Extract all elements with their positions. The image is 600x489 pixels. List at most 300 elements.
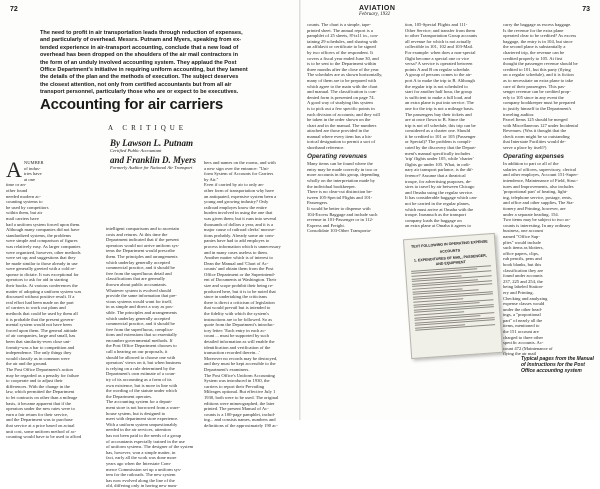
right-column-3 bbox=[503, 22, 595, 357]
left-col-1-line: time or an- bbox=[6, 182, 27, 188]
left-col-1-line: NUMBER bbox=[23, 160, 44, 165]
right-col-2-line: collectible in 101, 102 and 103-Mail. bbox=[405, 44, 474, 50]
right-col-2-line: trip is not off schedule, this trip can be bbox=[405, 122, 476, 128]
right-column-2-text bbox=[405, 22, 499, 229]
left-col-3-line: and in many cases useless to them. bbox=[204, 249, 268, 255]
right-col-1-line: attached are those provided in the bbox=[307, 128, 369, 134]
left-col-1-line: operators to ask for aid in starting bbox=[6, 277, 68, 283]
right-col-1-line: A good way of studying this system bbox=[307, 100, 373, 106]
right-col-2-line: nary air transport parlance, is the dif- bbox=[405, 167, 474, 173]
right-col-3-line: that Interstate Facilities would de- bbox=[503, 139, 566, 145]
left-col-1-line: had a uniform system forced upon them. bbox=[6, 221, 81, 227]
left-col-1-line: sponse to dictate. It was exceptional for bbox=[6, 271, 79, 277]
left-col-2-line: meet with department store experience. bbox=[106, 416, 179, 422]
left-col-2-line: has now evolved along the line of the bbox=[106, 477, 175, 483]
right-col-3-line: thought the passenger revenue should be bbox=[503, 61, 578, 67]
right-col-2-line: ference? Assume that a theatrical bbox=[405, 173, 466, 179]
right-col-1-line: be taken in the order shown on the bbox=[307, 117, 371, 123]
figure-title-2: ACCOUNTS bbox=[439, 248, 461, 255]
left-col-1-line: were generally greeted with a cold re- bbox=[6, 266, 76, 272]
left-col-2-line: provide the same information that pre- bbox=[106, 293, 177, 299]
right-col-2-line: 'trip' flights under 105, while 'charter' bbox=[405, 156, 474, 162]
article-headline: Accounting for air carriers bbox=[40, 96, 223, 113]
left-col-1-line: formity-was a bar to competition and bbox=[6, 344, 75, 350]
left-col-2-line: needed in the air services, attention bbox=[106, 427, 171, 433]
right-col-3b-line: flying the air mail bbox=[503, 351, 537, 357]
right-col-1-line: chart and in the manual. The numbers bbox=[307, 122, 377, 128]
right-col-2-line: port A to make the trip to B. Although bbox=[405, 77, 475, 83]
left-column-1-text bbox=[6, 157, 102, 440]
right-col-2-line: an extra plane at Omaha it agrees to bbox=[405, 223, 471, 229]
left-col-1-line: Although many companies did not have bbox=[6, 227, 80, 233]
left-col-3-line: a new sign over the entrance: "Uni- bbox=[204, 165, 270, 171]
left-col-1-line: their books. At various conferences the bbox=[6, 283, 78, 289]
left-col-2-line: has not been paid to the needs of a group bbox=[106, 432, 182, 438]
right-col-3b-line: rub pencils, pens and bbox=[503, 256, 542, 262]
right-col-3b-line: intendence, Maintenance of Field, Struc- bbox=[503, 178, 579, 184]
right-col-3-line: senger revenue can be credited prop- bbox=[503, 89, 571, 95]
left-col-2-line: classifications that are generally bbox=[106, 276, 166, 282]
left-col-3-line: tory letter: 'Each entry in each ac- bbox=[204, 327, 267, 333]
left-col-1-line: to let contracts on other than a mileage bbox=[6, 394, 78, 400]
right-col-3b-line: office papers, clips, bbox=[503, 250, 539, 256]
left-col-2-line: merce Commission set up a uniform sys- bbox=[106, 466, 182, 472]
right-col-3b-line: tionery and Printing, however, are bbox=[503, 206, 566, 211]
left-col-1-line: be used by competitors bbox=[6, 204, 49, 210]
left-col-2-line: old, differing only in having new num- bbox=[106, 483, 178, 489]
right-col-2-line: points A and B on regular schedule. bbox=[405, 66, 471, 72]
right-col-1-line: denied form is presented on page 74. bbox=[307, 94, 375, 100]
figure-text-lines bbox=[411, 265, 495, 331]
left-col-2-line: of uniform systems. The designer of the system bbox=[106, 444, 194, 450]
left-col-1-line: been that similarity-even close uni- bbox=[6, 339, 71, 344]
left-col-2-line: commercial practice, and it should be bbox=[106, 265, 175, 271]
right-col-3b-line: In addition to part or all of the bbox=[503, 161, 559, 167]
right-col-2-line: flights go under 105. What, in ordi- bbox=[405, 161, 471, 167]
right-col-3-line: serve a place by itself?) bbox=[503, 145, 547, 151]
left-col-2-line: try of its accounting as a form of its bbox=[106, 377, 172, 383]
left-col-3-line: ing... and consists names, numbers and bbox=[204, 417, 276, 423]
right-col-3b-line: 237, 225 and 254, the bbox=[503, 278, 543, 284]
right-col-1b-line: revenue in 101-Passenger or in 112- bbox=[307, 217, 374, 223]
figure-caption: Typical pages from the Manual of Instructions for the Post Office accounting system bbox=[521, 356, 594, 375]
right-col-2-line: A group of persons comes to the air- bbox=[405, 72, 472, 78]
left-col-2-line: intelligent comparisons and to ascertain bbox=[106, 226, 179, 231]
left-col-2-line: Department indicated that if the present bbox=[106, 237, 179, 243]
right-col-3b-line: classification they are bbox=[503, 267, 544, 273]
left-column-2-text bbox=[106, 226, 200, 489]
right-col-3b-line: the 151 account are bbox=[503, 329, 539, 335]
right-col-3b-line: ings, a "proportional bbox=[503, 312, 541, 318]
left-col-1-line: real effort had been made on the part bbox=[6, 299, 74, 305]
article-subhead: A CRITIQUE bbox=[108, 124, 188, 132]
intro-line: Office Department's initiative in requiring uniform accounting, but they lament bbox=[40, 67, 248, 74]
right-col-3b-line: count 472 (Maintenance of bbox=[503, 345, 553, 351]
right-col-3-line: Parcel Items 125 should be merged bbox=[503, 117, 568, 123]
left-col-2-line: which underlay generally accepted bbox=[106, 259, 170, 265]
left-col-3-line: The Post Office's Uniform Accounting bbox=[204, 372, 275, 378]
left-col-1-line: it is probable that the present govern- bbox=[6, 316, 75, 322]
right-col-3-line: chartered trip, the revenue can be bbox=[503, 49, 565, 55]
right-col-1-line: covers a fiscal year ended June 30, and bbox=[307, 55, 379, 61]
right-column-1 bbox=[307, 22, 401, 234]
author-2: and Franklin D. Myers bbox=[110, 155, 197, 165]
left-col-2-line: the Post Office Department chooses to bbox=[106, 343, 177, 349]
right-col-1-line: each division of accounts; and they will bbox=[307, 111, 380, 117]
left-col-2-line: fact, early all the work was done more bbox=[106, 455, 177, 461]
intro-line: The need to profit in air transportation leads through reduction of expenses, bbox=[40, 30, 243, 36]
right-page-number: 73 bbox=[582, 6, 590, 13]
right-col-3b-line: business, one account bbox=[503, 228, 543, 234]
left-col-2-line: free from the superfluous, complica- bbox=[106, 326, 174, 332]
left-col-3-line: quote from the Department's introduc- bbox=[204, 322, 275, 328]
left-column-2 bbox=[106, 226, 200, 489]
right-col-1-line: which agree to the main with the chart bbox=[307, 83, 378, 89]
author-2-credential: Formerly Auditor for National Air Transport bbox=[110, 165, 193, 170]
left-col-2-line: vious systems would want for itself, bbox=[106, 298, 173, 304]
right-col-1-line: pamphlet of 25 sheets, 8½x11 in., con- bbox=[307, 33, 379, 39]
right-col-2-line: considered as a charter one. Should bbox=[405, 128, 471, 134]
right-col-2-line: an extra plane is put into service. The bbox=[405, 100, 474, 106]
right-col-1-line: counts. The chart is a simple, tape- bbox=[307, 22, 371, 27]
right-col-3b-line: under a separate heading. 154. bbox=[503, 211, 559, 217]
left-col-1-line: counting systems to bbox=[6, 199, 43, 205]
left-col-1-line: counting would have to be used to afford bbox=[6, 434, 82, 440]
section-head-operating-revenues: Operating revenues bbox=[307, 152, 368, 160]
intro-line: the form of an unduly involved accounting system. They applaud the Post bbox=[40, 59, 237, 66]
left-col-1-line: needed modern ac- bbox=[6, 193, 41, 199]
right-col-1b-line: 104-Excess Baggage and include such bbox=[307, 211, 378, 217]
left-col-1-line: be made similar to those already in use bbox=[6, 260, 78, 266]
right-col-3-line: operated clear to be credited? As excess bbox=[503, 33, 577, 39]
left-col-3-line: Dean the Manual and 'Chart of Ac- bbox=[204, 260, 269, 266]
left-col-1-line: matter of adopting a uniform system was bbox=[6, 288, 82, 294]
right-col-1b-line: Many items can be found where the bbox=[307, 161, 373, 167]
left-col-1-line: were organized, however, other methods bbox=[6, 249, 81, 255]
right-col-1b-line: There is no clear-cut distinction be- bbox=[307, 189, 373, 195]
right-col-2-line: cated by the discovery that the Depart- bbox=[405, 145, 477, 151]
right-column-1-text bbox=[307, 22, 401, 151]
right-col-1b-line: Passengers. bbox=[307, 200, 329, 206]
left-col-2-line: tem for the railroads. The new system bbox=[106, 472, 176, 478]
left-col-2-line: has, however, won a simple matter, in bbox=[106, 449, 176, 455]
right-col-3b-line: under the other head- bbox=[503, 306, 543, 312]
right-col-3-line: credited properly to 105. At first bbox=[503, 55, 563, 61]
left-col-3-line: Another matter which is of interest to bbox=[204, 255, 273, 261]
right-col-3-line: erly to 105 since in any event the bbox=[503, 94, 564, 100]
left-col-3-line: process information which is unnecessary bbox=[204, 243, 281, 249]
left-col-3-line: railroad employes know the entire bbox=[204, 204, 267, 210]
right-col-2-line: tion, 105-Special Flights and 111- bbox=[405, 22, 468, 27]
left-col-1-line: was relatively easy. As larger companies bbox=[6, 243, 81, 249]
left-col-3-line: Even if carried by air to only an- bbox=[204, 182, 265, 188]
right-col-1-line: an affidavit or certificate to be signed bbox=[307, 44, 376, 50]
left-col-1-line: independence. The only things they bbox=[6, 350, 72, 356]
left-col-1-line: differences. With the change in the bbox=[6, 383, 70, 389]
right-col-1-line: and manual. The classification is con- bbox=[307, 89, 377, 95]
right-col-1b-line: tween 105-Special Flights and 101- bbox=[307, 194, 373, 200]
left-col-3-line: ent of Documents at Washington. Their bbox=[204, 277, 277, 283]
left-col-2-line: call a hearing on our proposals, it bbox=[106, 349, 168, 355]
left-col-2-line: house system, but is designed to bbox=[106, 410, 166, 416]
left-col-1-line: within them, but air bbox=[6, 210, 43, 216]
left-col-3-line: there is direct a criticism of legislation bbox=[204, 299, 275, 305]
right-col-1-line: shorthand reference. bbox=[307, 145, 345, 151]
right-col-2-line: Other Service; and transfer from them bbox=[405, 27, 476, 33]
right-col-1-line: is to pick out a few specific points in bbox=[307, 105, 375, 111]
left-col-2-line: which underlay generally accepted bbox=[106, 315, 170, 321]
right-col-3-line: the second plane is substantially a bbox=[503, 44, 566, 50]
left-col-3-line: by Air." bbox=[204, 176, 219, 182]
left-col-3-line: produced here, but it is to be noted that bbox=[204, 288, 276, 294]
left-col-2-line: in as simple and direct a way as pos- bbox=[106, 304, 174, 310]
running-head bbox=[359, 5, 489, 17]
left-col-3-line: size and scope prohibit their being re- bbox=[204, 283, 274, 289]
right-col-3-line: traveling auditor. bbox=[503, 111, 535, 117]
left-col-2-line: the Department operates. bbox=[106, 393, 153, 399]
right-col-1b-line: the individual bookkeeper. bbox=[307, 183, 356, 189]
left-col-3-line: carriers to report their Prevailing bbox=[204, 383, 265, 389]
right-col-2-line: versa? A service is operated between bbox=[405, 61, 473, 67]
left-col-3-line: young and growing industry? Only bbox=[204, 199, 269, 205]
left-col-2-line: With a uniform system unquestionably bbox=[106, 421, 178, 427]
right-column-3b-text bbox=[503, 161, 595, 357]
left-col-2-line: tions and extensions that so essentially bbox=[106, 332, 178, 338]
right-col-2-line: is sufficient to make a full load, and bbox=[405, 94, 471, 100]
left-col-3-line: editions were mimeographed, the later bbox=[204, 400, 275, 406]
left-col-2-line: free from the superfluous detail and bbox=[106, 270, 172, 276]
intro-line: tended experience in air-transport accounting, conclude that a new load of bbox=[40, 44, 239, 51]
right-col-2-line: it be credited to 101 or 105 (Passenger bbox=[405, 133, 476, 139]
left-col-3-line: since in undertaking the criticisms bbox=[204, 294, 268, 300]
manual-page-figure bbox=[403, 233, 503, 359]
right-col-2-line: which must arrive at Omaha with the bbox=[405, 206, 474, 212]
right-col-3b-line: ing, telephone service, postage, rents, bbox=[503, 194, 572, 200]
right-col-3-line: check room might be so outstanding bbox=[503, 133, 570, 139]
left-column-3 bbox=[204, 160, 296, 429]
left-col-3-line: form System of Accounts for Carriers bbox=[204, 171, 274, 177]
right-col-2-line: troupe, for advertising purposes, de- bbox=[405, 178, 472, 184]
left-col-3-line: printed. The present Manual of Ac- bbox=[204, 406, 269, 412]
right-col-2-line: For example: when does a non-special bbox=[405, 49, 476, 55]
left-col-3-line: 1930, both were to be used. The original bbox=[204, 394, 279, 400]
right-col-1-line: torical designation to permit a sort of bbox=[307, 139, 376, 145]
right-col-2-line: all revenue for which is not actually bbox=[405, 38, 472, 44]
right-col-1b-line: Express and Freight. bbox=[307, 222, 345, 228]
right-col-1b-line: more accounts in this group, depending bbox=[307, 172, 380, 178]
right-page bbox=[301, 0, 600, 420]
right-col-3-line: carry the baggage as excess baggage. bbox=[503, 22, 572, 27]
right-col-3b-line: part" of nearly all the bbox=[503, 317, 543, 323]
intro-line: and particularly of overhead. Messrs. Putnam and Myers, speaking from ex- bbox=[40, 37, 242, 44]
right-col-2-line: It has considerable baggage which can- bbox=[405, 195, 478, 201]
left-col-2-line: sible. The principles and arrangements bbox=[106, 309, 177, 315]
left-col-1-line: to cooperate and to adjust their bbox=[6, 378, 63, 384]
intro-line: the details of the plan and the methods of execution. The subject deserves bbox=[40, 74, 239, 81]
left-col-2-line: years ago when the Interstate Com- bbox=[106, 460, 172, 466]
right-col-3b-line: tures and Improvements, also includes bbox=[503, 183, 574, 189]
left-col-1-line: earn a fair return for their service, bbox=[6, 411, 69, 417]
left-col-2-line: The accounting system for a depart- bbox=[106, 399, 173, 405]
left-col-1-line: may be regarded as a penalty for failure bbox=[6, 372, 80, 378]
intro-line: the closest attention, not only from certified accountants but from all air bbox=[40, 81, 232, 88]
right-col-3-line: Revenues. (Was it thought that the bbox=[503, 128, 567, 134]
right-col-2-line: start for another half hour, the group bbox=[405, 89, 472, 95]
left-col-1-line: tries have bbox=[23, 171, 42, 177]
right-col-1-line: is to be sent to the Department within bbox=[307, 61, 377, 67]
right-col-3b-line: found under accounts bbox=[503, 273, 543, 279]
right-col-3b-line: 'proportional part' of heating, light- bbox=[503, 189, 568, 195]
right-col-3-line: with Miscellaneous 127 under Incidental bbox=[503, 122, 579, 128]
left-col-3-line: thousands of dollars a year, and it is a bbox=[204, 221, 274, 227]
right-col-3b-line: counts is interesting. In any ordinary bbox=[503, 222, 571, 228]
left-col-3-line: bers and names on the rooms, and with bbox=[204, 160, 276, 165]
right-col-2-line: flight become a special one or vice bbox=[405, 55, 470, 61]
left-col-2-line: of accountants especially trained in the use bbox=[106, 438, 185, 444]
left-col-1-line: that service at a price based on actual bbox=[6, 422, 75, 428]
figure-title-1: TEXT FOLLOWING IN OPERATING EXPENSE bbox=[410, 239, 488, 249]
magazine-name: AVIATION bbox=[359, 5, 396, 12]
left-col-3-line: counts is a 100-page pamphlet, includ- bbox=[204, 411, 276, 417]
left-col-1-line: of carriers to work out plans and bbox=[6, 305, 66, 311]
right-col-3b-line: named "Office Sup- bbox=[503, 233, 540, 239]
drop-cap: A bbox=[6, 157, 22, 182]
left-col-3-line: Office Department or the Superintend- bbox=[204, 271, 276, 277]
left-col-3-line: burden involved in using the one that bbox=[204, 210, 273, 216]
left-col-1-line: and the Department was to purchase bbox=[6, 417, 73, 423]
left-col-2-line: Whatever system is evolved should bbox=[106, 287, 172, 293]
right-col-1b-line: entry may be made correctly in two or bbox=[307, 166, 378, 172]
left-col-1-line: the air and the ground. bbox=[6, 361, 48, 367]
left-col-3-line: count ... must be supported by such bbox=[204, 333, 269, 339]
right-col-3b-line: being labeled Station- bbox=[503, 284, 544, 290]
left-col-3-line: instructions are to be followed. So as bbox=[204, 316, 273, 322]
right-col-3b-line: salaries of officers, supervisory, clerical bbox=[503, 166, 577, 172]
right-col-3b-line: plies" would include bbox=[503, 239, 541, 245]
left-col-2-line: thrown about public accountants. bbox=[106, 281, 167, 287]
right-col-3-line: baggage, the entry is in 104, but since bbox=[503, 38, 573, 44]
right-col-2-line: sires to travel by air between Chicago bbox=[405, 184, 475, 190]
left-col-1-line: standardized systems, the problems bbox=[6, 232, 72, 238]
left-col-2-line: own existence, but is more in line with bbox=[106, 382, 178, 388]
intro-line: overhead has been dropped on the shoulders of the air mail contractors in bbox=[40, 52, 238, 59]
left-col-2-line: should be allowed to choose one with bbox=[106, 354, 176, 360]
right-col-1-line: manual where every item has a his- bbox=[307, 133, 373, 139]
left-col-1-line: methods that could be used by them all bbox=[6, 311, 78, 317]
right-col-3b-line: specific accounts. Ac- bbox=[503, 340, 544, 346]
right-col-2-line: one for the trip is not a mileage basis. bbox=[405, 105, 475, 111]
left-col-2-line: commercial practice, and it should be bbox=[106, 321, 175, 327]
right-col-1b-line: wholly on the interpretation made by bbox=[307, 178, 375, 184]
right-col-3-line: company bookkeeper must be prepared bbox=[503, 100, 576, 106]
left-col-2-line: the wording of the statute under which bbox=[106, 388, 177, 394]
right-col-3b-line: ery and Printing. bbox=[503, 289, 534, 295]
left-col-2-line: costs and returns. At this time the bbox=[106, 231, 168, 237]
right-col-3-line: as to necessitate an extra plane to take bbox=[503, 77, 574, 83]
right-col-3b-line: such items as blotters, bbox=[503, 245, 544, 251]
left-col-1-line: unit cost, some uniform method of ac- bbox=[6, 428, 77, 434]
left-col-3-line: Department's examiners. bbox=[204, 366, 250, 372]
left-col-2-line: operators would not arrive uniform sys- bbox=[106, 242, 180, 248]
figure-title-3: 1. EXPENDITURES OF MAIL, PASSENGER, AND EQUIPMENT bbox=[413, 253, 487, 266]
left-col-3-line: an antiquated, expensive system been a bbox=[204, 193, 277, 199]
article-intro bbox=[40, 30, 292, 97]
left-page-number: 72 bbox=[10, 6, 18, 13]
right-col-2-line: company loads the baggage on bbox=[405, 217, 462, 223]
left-col-3-line: was given them; but it runs into several bbox=[204, 215, 277, 221]
right-col-3b-line: Checking and analyzing bbox=[503, 295, 548, 301]
right-col-3-line: on a regular schedule), and it is fiction bbox=[503, 72, 574, 78]
right-col-1-line: taining 29 schedules, and sharing with bbox=[307, 38, 378, 44]
left-column-3-text bbox=[204, 160, 296, 429]
right-col-3b-line: book blanks, but this bbox=[503, 261, 542, 267]
left-col-3-line: and they must be kept accessible to the bbox=[204, 361, 276, 367]
right-col-1-line: The schedules are as shown horizontally, bbox=[307, 72, 383, 78]
left-col-1-line: operators under the new rates were to bbox=[6, 406, 75, 412]
left-col-1-line: other found bbox=[6, 187, 28, 193]
left-col-1-line: of indus- bbox=[23, 165, 41, 171]
left-col-2-line: encumber governmental methods. If bbox=[106, 337, 173, 343]
left-col-1-line: forced upon them. The general attitude bbox=[6, 327, 78, 333]
left-col-2-line: is relying on a rule determined by the bbox=[106, 365, 175, 371]
right-col-3-line: to justify himself to the Department's bbox=[503, 105, 572, 111]
right-col-2-line: troupe. Inasmuch as the transport bbox=[405, 212, 467, 218]
right-col-1b-line: It would be better to dispense with bbox=[307, 206, 371, 211]
right-column-1b-text bbox=[307, 161, 401, 234]
left-col-1-line: The Post Office Department's action bbox=[6, 366, 73, 372]
right-col-2-line: ment's manual specifically includes bbox=[405, 150, 471, 156]
left-col-2-line: tems the Department would prescribe bbox=[106, 248, 175, 254]
left-col-1-line: discussed without positive result. If a bbox=[6, 294, 75, 300]
issue-date: February, 1932 bbox=[359, 12, 391, 17]
left-col-1-line: mail carriers have bbox=[6, 215, 39, 221]
left-col-3-line: System was introduced in 1930, the bbox=[204, 378, 270, 384]
right-col-3b-line: and office and other supplies, The Sta- bbox=[503, 200, 574, 206]
left-col-2-line: ment store is not borrowed from a ware- bbox=[106, 405, 181, 410]
left-col-3-line: identification and verification of the bbox=[204, 344, 271, 350]
left-col-3-line: other form of transportation why have bbox=[204, 187, 275, 193]
right-col-3-line: credited to 101, but this party (flying bbox=[503, 66, 571, 72]
left-col-3-line: transaction recorded therein...' bbox=[204, 350, 260, 356]
author-1-credential: Certified Public Accountant bbox=[110, 148, 162, 153]
right-column-2 bbox=[405, 22, 499, 229]
right-col-2-line: the regular trip is not scheduled to bbox=[405, 83, 468, 89]
left-col-3-line: detailed information as will enable the bbox=[204, 339, 275, 344]
left-col-3-line: major cause of railroad clerks' morose- bbox=[204, 227, 276, 233]
left-col-3-line: tions probably. Already some air com- bbox=[204, 232, 275, 238]
left-col-1-line: at one bbox=[23, 176, 35, 182]
left-col-2-line: them. The principles and arrangements bbox=[106, 253, 178, 259]
right-col-2-line: to other Transportation Group accounts bbox=[405, 33, 478, 39]
left-col-1-line: were set up; and suggestions that they bbox=[6, 255, 76, 261]
right-column-3-text bbox=[503, 22, 595, 151]
section-head-operating-expenses: Operating expenses bbox=[503, 152, 565, 160]
right-col-1-line: many of them are to be prepared with bbox=[307, 77, 377, 83]
left-col-1-line: mental system would not have been bbox=[6, 322, 72, 328]
right-col-1-line: printed sheet. The annual report is a bbox=[307, 27, 373, 33]
right-col-2-line: are at once flown to B. Since the bbox=[405, 117, 465, 123]
left-col-2-line: Department's own estimate of a coun- bbox=[106, 371, 176, 377]
right-col-1-line: three months after the close of the year. bbox=[307, 66, 380, 72]
left-col-3-line: the fidelity with which the system's bbox=[204, 311, 270, 317]
left-col-1-line: of air companies, large and small, has bbox=[6, 333, 76, 339]
right-col-3-line: Is the revenue for the extra plane bbox=[503, 27, 564, 33]
left-col-3-line: Mileages optional. But effective July 1 bbox=[204, 389, 276, 395]
left-col-1-line: were simple and comparison of figures bbox=[6, 238, 78, 244]
left-col-1-line: law, which permitted the Department bbox=[6, 389, 75, 395]
right-col-3b-line: Two items may be subject to two ac- bbox=[503, 217, 571, 223]
right-col-3b-line: expense classes would bbox=[503, 301, 545, 307]
